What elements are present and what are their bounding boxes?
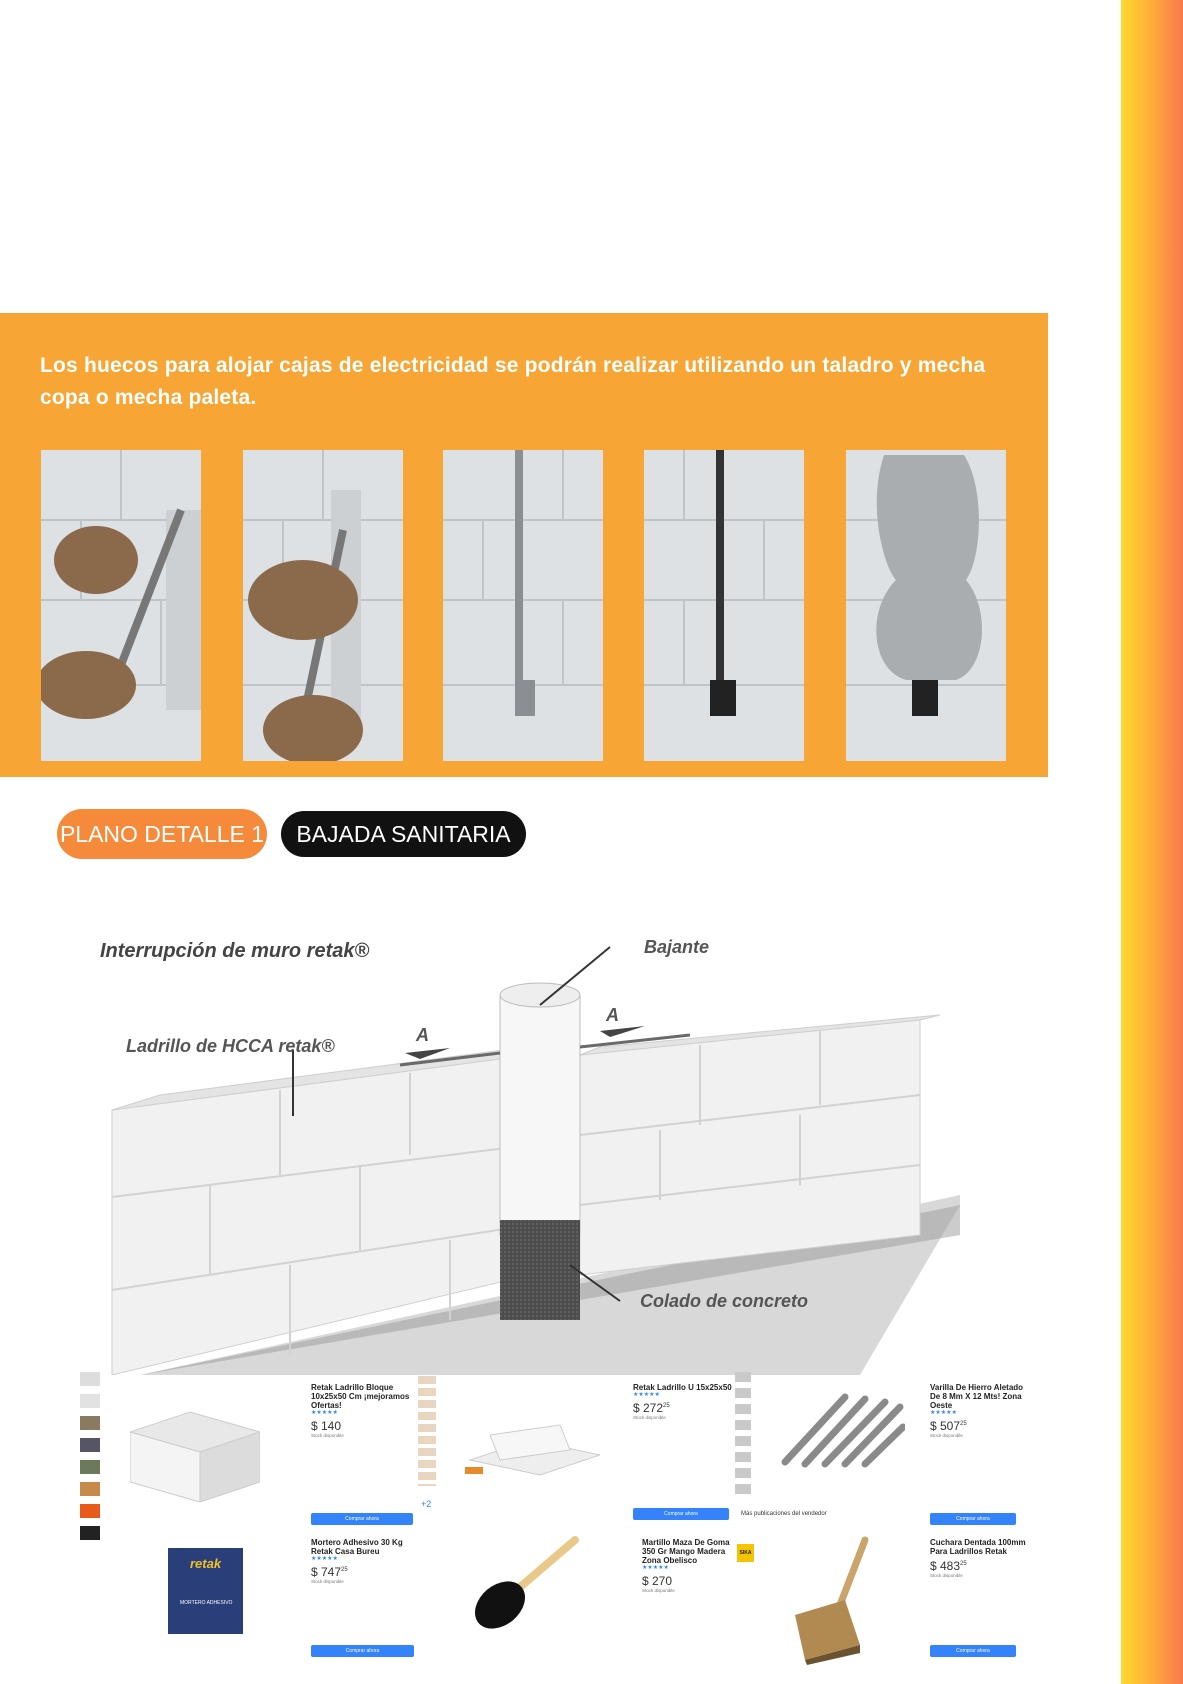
bajada-sanitaria-tag: BAJADA SANITARIA: [281, 811, 526, 857]
product-image-trowel[interactable]: [785, 1535, 885, 1665]
product-card-2[interactable]: [633, 1383, 733, 1503]
product-image-hammer[interactable]: [470, 1535, 580, 1635]
step-1-illustration: [41, 450, 201, 761]
step-panel-4: [644, 450, 804, 761]
buy-now-button-6[interactable]: Comprar ahora: [930, 1645, 1016, 1657]
product-image-rebar[interactable]: [775, 1392, 905, 1472]
step-3-illustration: [443, 450, 603, 761]
retak-brand: retak: [190, 1556, 222, 1571]
trowel-image: [785, 1535, 885, 1665]
product-image-u-block[interactable]: [460, 1415, 600, 1485]
product-card-3[interactable]: [930, 1383, 1030, 1503]
product-price: $ 140: [311, 1419, 342, 1433]
product-stock: Stock disponible: [930, 1433, 963, 1438]
section-a-right: A: [606, 1005, 619, 1025]
product-thumbnail-column: [80, 1372, 102, 1562]
product-title: Mortero Adhesivo 30 Kg Retak Casa Bureu: [311, 1538, 403, 1556]
hammer-image: [470, 1535, 580, 1635]
thumb[interactable]: [80, 1394, 100, 1408]
buy-now-button-4[interactable]: Comprar ahora: [311, 1645, 414, 1657]
diagram-title: Interrupción de muro retak®: [100, 940, 370, 962]
step-panel-5: [846, 450, 1006, 761]
rating-stars: ★★★★★: [633, 1392, 660, 1398]
thumb-strip: [735, 1372, 751, 1497]
product-title: Retak Ladrillo Bloque 10x25x50 Cm ¡mejoramos Ofertas!: [311, 1383, 410, 1410]
rating-stars: ★★★★★: [642, 1565, 669, 1571]
more-images-count[interactable]: +2: [421, 1499, 432, 1509]
block-image: [130, 1392, 260, 1502]
thumb[interactable]: [80, 1416, 100, 1430]
bajante-label: Bajante: [644, 937, 710, 957]
thumb[interactable]: [80, 1482, 100, 1496]
mortero-label: MORTERO ADHESIVO: [180, 1600, 233, 1606]
wall-diagram: [100, 935, 970, 1375]
product-price: $ $483^{25}$: [930, 1559, 967, 1573]
thumb[interactable]: [80, 1372, 100, 1386]
banner-text: Los huecos para alojar cajas de electricidad se podrán realizar utilizando un taladro y mecha copa o mecha paleta.: [40, 354, 986, 409]
section-a-left: A: [416, 1025, 429, 1045]
product-price: $ $747^{25}$: [311, 1565, 348, 1579]
step-panel-1: [41, 450, 201, 761]
product-title: Varilla De Hierro Aletado De 8 Mm X 12 Mts! Zona Oeste: [930, 1383, 1024, 1410]
product-stock: Stock disponible: [642, 1588, 675, 1593]
decorative-side-stripe: [1121, 0, 1183, 1684]
u-block-image: [460, 1415, 600, 1485]
buy-now-button-2[interactable]: Comprar ahora: [633, 1508, 729, 1520]
product-price: $ $272^{25}$: [633, 1401, 670, 1415]
thumb[interactable]: [80, 1526, 100, 1540]
thumb-strip: [418, 1376, 436, 1486]
step-panel-3: [443, 450, 603, 761]
product-card-1[interactable]: [311, 1383, 411, 1523]
product-stock: Stock disponible: [311, 1579, 344, 1584]
plano-detalle-tag: PLANO DETALLE 1: [59, 811, 265, 857]
product-stock: Stock disponible: [930, 1573, 963, 1578]
product-price: $ $507^{25}$: [930, 1419, 967, 1433]
rating-stars: ★★★★★: [311, 1410, 338, 1416]
rating-stars: ★★★★★: [930, 1410, 957, 1416]
product-card-5[interactable]: [642, 1538, 737, 1648]
buy-now-button-1[interactable]: Comprar ahora: [311, 1513, 413, 1525]
product-card-4[interactable]: [311, 1538, 411, 1648]
rating-stars: ★★★★★: [311, 1556, 338, 1562]
thumb[interactable]: [80, 1504, 100, 1518]
product-card-6[interactable]: [930, 1538, 1030, 1638]
product-stock: Stock disponible: [633, 1415, 666, 1420]
sika-logo: SIKA: [737, 1544, 754, 1562]
product-title: Cuchara Dentada 100mm Para Ladrillos Retak: [930, 1538, 1026, 1556]
step-5-illustration: [846, 450, 1006, 761]
buy-now-button-3[interactable]: Comprar ahora: [930, 1513, 1016, 1525]
product-title: Retak Ladrillo U 15x25x50: [633, 1383, 732, 1392]
seller-link[interactable]: Más publicaciones del vendedor: [741, 1511, 827, 1517]
product-title: Martillo Maza De Goma 350 Gr Mango Madera Zona Obelisco: [642, 1538, 730, 1565]
step-4-illustration: [644, 450, 804, 761]
rebar-image: [775, 1392, 905, 1472]
product-stock: Stock disponible: [311, 1433, 344, 1438]
ladrillo-label: Ladrillo de HCCA retak®: [126, 1036, 335, 1056]
step-panel-2: [243, 450, 403, 761]
product-image-mortero[interactable]: [168, 1548, 243, 1634]
thumb[interactable]: [80, 1438, 100, 1452]
product-price: $ 270: [642, 1574, 673, 1588]
colado-label: Colado de concreto: [640, 1291, 809, 1311]
step-2-illustration: [243, 450, 403, 761]
product-image-block[interactable]: [130, 1392, 260, 1502]
thumb[interactable]: [80, 1460, 100, 1474]
